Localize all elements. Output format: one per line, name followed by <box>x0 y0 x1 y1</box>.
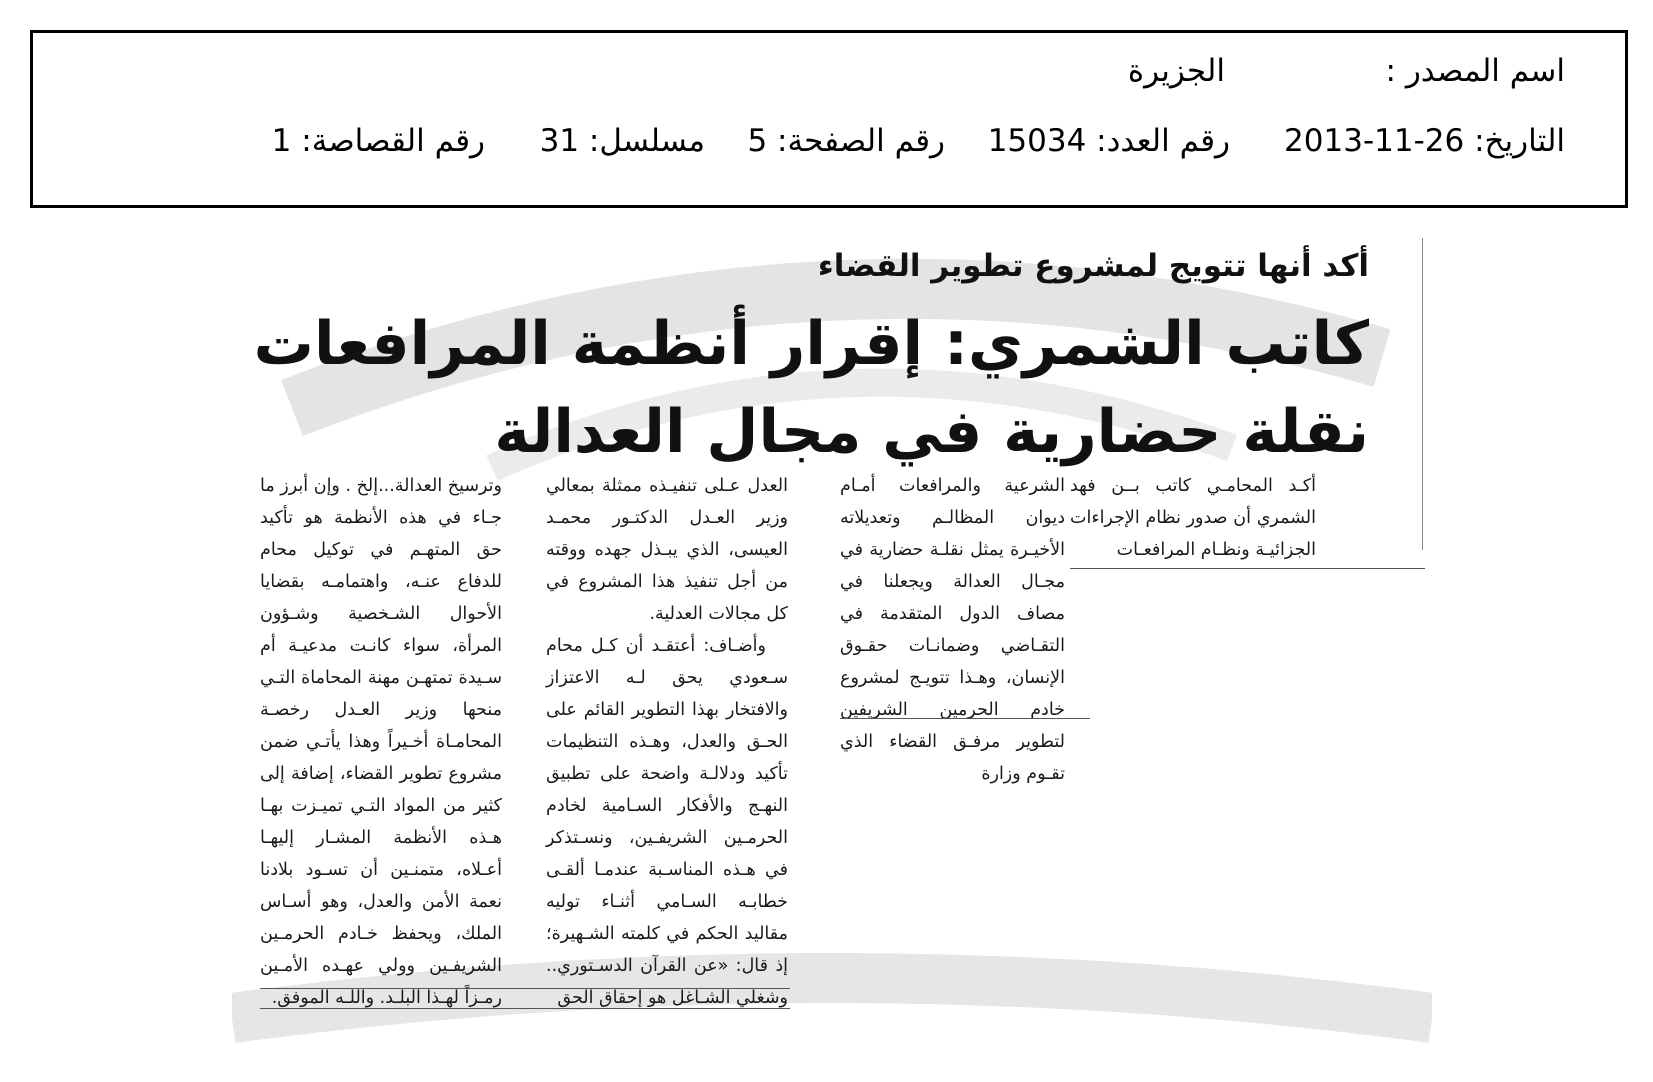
article-column-4 <box>260 470 502 1014</box>
newspaper-clipping <box>232 238 1432 1068</box>
source-info-box <box>30 30 1628 208</box>
date-field: التاريخ: 26-11-2013 <box>1284 123 1565 159</box>
column-3-paragraph-1: العدل عـلى تنفيـذه ممثلة بمعالي وزير العـدل الدكتـور محمـد العيسى، الذي يبـذل جهده ووقته من أجل تنفيذ هذا المشروع في كل مجالات العدلية. <box>546 476 788 624</box>
bottom-rule <box>260 988 790 989</box>
article-column-2 <box>840 470 1065 790</box>
column-divider <box>1422 238 1423 550</box>
source-value: الجزيرة <box>1127 53 1225 89</box>
article-column-1 <box>1070 470 1316 566</box>
article-headline: كاتب الشمري: إقرار أنظمة المرافعات نقلة حضارية في مجال العدالة <box>253 309 1369 467</box>
source-label: اسم المصدر : <box>1385 53 1565 89</box>
column-1-rule <box>1070 568 1425 569</box>
serial-number: مسلسل: 31 <box>539 123 705 159</box>
column-2-text: الشرعية والمرافعات أمـام ديوان المظالـم وتعديلاته الأخيـرة يمثل نقلـة حضارية في مجـال العدالة ويجعلنا في مصاف الدول المتقدمة في التقـاضي وضمانـات حقـوق الإنسان، وهـذا تتويـج لمشروع خادم الحرمين الشريفين لتطوير مرفـق القضاء الذي تقـوم وزارة <box>840 476 1065 784</box>
issue-number: رقم العدد: 15034 <box>987 123 1230 159</box>
column-1-text: أكـد المحامـي كاتب بــن فهد الشمري أن صدور نظام الإجراءات الجزائيـة ونظـام المرافعـات <box>1070 476 1316 560</box>
article-column-3 <box>546 470 788 1014</box>
article-kicker: أكد أنها تتويج لمشروع تطوير القضاء <box>817 248 1369 284</box>
column-2-rule <box>840 718 1090 719</box>
bottom-rule-2 <box>260 1008 790 1009</box>
column-4-text: وترسيخ العدالة...إلخ . وإن أبرز ما جـاء في هذه الأنظمة هو تأكيد حق المتهـم في توكيل محام للدفاع عنـه، واهتمامـه بقضايا الأحوال الشـخصية وشـؤون المرأة، سواء كانـت مدعيـة أم سـيدة تمتهـن مهنة المحاماة التـي منحها وزير العـدل رخصـة المحامـاة أخـيراً وهذا يأتـي ضمن مشروع تطوير القضاء، إضافة إلى كثير من المواد التـي تميـزت بهـا هـذه الأنظمة المشـار إليهـا أعـلاه، متمنـين أن تسـود بلادنا نعمة الأمن والعدل، وهو أسـاس الملك، ويحفظ خـادم الحرمـين الشريفـين وولي عهـده الأمـين رمـزاً لهـذا البلـد. واللـه الموفق. <box>260 476 502 1008</box>
clip-number: رقم القصاصة: 1 <box>271 123 485 159</box>
column-3-paragraph-2: وأضـاف: أعتقـد أن كـل محام سـعودي يحق لـه الاعتزاز والافتخار بهذا التطوير القائم على الحـق والعدل، وهـذه التنظيمات تأكيد ودلالـة واضحة على تطبيق النهـج والأفكار السـامية لخادم الحرمـين الشريفـين، ونسـتذكر في هـذه المناسـبة عندمـا ألقـى خطابـه السـامي أثنـاء توليه مقاليد الحكم في كلمته الشـهيرة؛ إذ قال: «عن القرآن الدسـتوري.. وشغلي الشـاغل هو إحقاق الحق <box>546 636 788 1008</box>
page-number: رقم الصفحة: 5 <box>747 123 945 159</box>
